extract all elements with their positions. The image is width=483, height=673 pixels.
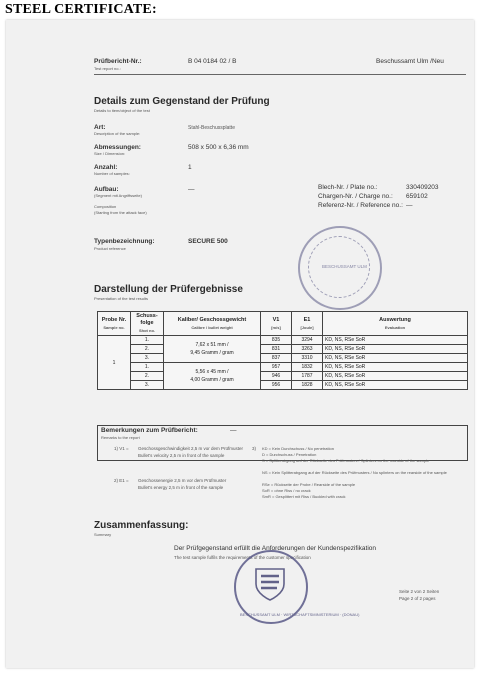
charge-number-value: 659102 [406, 193, 428, 200]
round-stamp [298, 226, 382, 310]
shot-cell: 1. [131, 363, 164, 372]
field-size-sub: Size / Dimension: [94, 151, 126, 156]
page-number-de: Seite 2 von 2 Seiten [399, 589, 440, 594]
col-evaluation-label: Auswertung [379, 316, 411, 323]
results-title: Darstellung der Prüfergebnisse [94, 284, 243, 295]
report-number-value: B 04 0184 02 / B [188, 58, 237, 65]
col-energy [292, 312, 323, 336]
field-art-label: Art: [94, 124, 106, 131]
caliber-text: 5,56 x 45 mm / [195, 369, 229, 375]
energy-cell: 3263 [292, 345, 323, 354]
details-subtitle: Details to item/object of the test [94, 108, 150, 113]
velocity-cell: 956 [261, 381, 292, 390]
evaluation-cell: KD, NS, RSe SoR [323, 381, 468, 390]
evaluation-cell: KD, NS, RSe SoR [323, 363, 468, 372]
field-build-extra: Composition [94, 204, 117, 209]
footnote-energy-symbol: 2) E1 = [114, 478, 129, 483]
evaluation-cell: KD, NS, RSe SoR [323, 336, 468, 345]
table-row [98, 345, 468, 354]
round-stamp-text: BESCHUSSAMT ULM [322, 264, 367, 269]
footnote-evaluation-line-4: NS = Kein Splitterabgang auf der Rückseite des Prüfmusters / No splinters on the rearside of the sample [262, 470, 447, 475]
table-row [98, 354, 468, 363]
col-shot-sub: Shot no. [139, 328, 155, 333]
footnote-evaluation-line-6: SoR = ohne Riss / no crack [262, 488, 311, 493]
summary-subtitle: Summary [94, 532, 112, 537]
field-count-sub: Number of samples: [94, 171, 130, 176]
remarks-label: Bemerkungen zum Prüfbericht: [101, 427, 198, 434]
summary-text-de: Der Prüfgegenstand erfüllt die Anforderungen der Kundenspezifikation [174, 545, 376, 552]
page-heading: STEEL CERTIFICATE: [5, 2, 157, 17]
table-row [98, 372, 468, 381]
shot-cell: 2. [131, 372, 164, 381]
evaluation-cell: KD, NS, RSe SoR [323, 345, 468, 354]
type-sub: Product reference [94, 246, 126, 251]
shot-cell: 3. [131, 354, 164, 363]
energy-cell: 3310 [292, 354, 323, 363]
official-seal-text: BESCHUSSAMT ULM · WIRTSCHAFTSMINISTERIUM · (DONAU) [240, 612, 360, 617]
testing-office: Beschussamt Ulm /Neu [376, 58, 444, 65]
col-shot [131, 312, 164, 336]
energy-cell: 3294 [292, 336, 323, 345]
footnote-evaluation-line-5: RSe = Rückseite der Probe / Rearside of the sample [262, 482, 356, 487]
type-value: SECURE 500 [188, 238, 228, 245]
energy-cell: 1828 [292, 381, 323, 390]
evaluation-cell: KD, NS, RSe SoR [323, 372, 468, 381]
col-caliber-sub: Calibre / bullet weight [191, 324, 233, 330]
shot-cell: 1. [131, 336, 164, 345]
caliber-cell [164, 336, 261, 363]
velocity-cell: 835 [261, 336, 292, 345]
sample-number-cell: 1 [98, 336, 131, 390]
energy-cell: 1787 [292, 372, 323, 381]
header-rule [94, 74, 466, 75]
field-count-value: 1 [188, 164, 192, 171]
evaluation-cell: KD, NS, RSe SoR [323, 354, 468, 363]
weight-text: 4,00 Gramm / gram [190, 377, 234, 383]
velocity-cell: 946 [261, 372, 292, 381]
table-row [98, 381, 468, 390]
table-row [98, 336, 468, 345]
col-evaluation-sub: Evaluation [384, 324, 406, 330]
details-title: Details zum Gegenstand der Prüfung [94, 96, 270, 107]
reference-number-label: Referenz-Nr. / Reference no.: [318, 202, 403, 209]
weight-text: 9,45 Gramm / gram [190, 350, 234, 356]
type-label: Typenbezeichnung: [94, 238, 155, 245]
plate-number-label: Blech-Nr. / Plate no.: [318, 184, 378, 191]
col-evaluation [323, 312, 468, 336]
caliber-text: 7,62 x 51 mm / [195, 342, 229, 348]
caliber-cell [164, 363, 261, 390]
results-header-row [98, 312, 468, 336]
report-number-label: Prüfbericht-Nr.: [94, 58, 142, 65]
field-art-sub: Description of the sample: [94, 131, 141, 136]
field-count-label: Anzahl: [94, 164, 118, 171]
footnote-energy-de: Geschossenergie 2,5 m vor dem Prüfmuster [138, 478, 227, 483]
field-size-label: Abmessungen: [94, 144, 141, 151]
col-caliber-label: Kaliber/ Geschossgewicht [177, 316, 247, 323]
shot-cell: 2. [131, 345, 164, 354]
remarks-sub: Remarks to the report [101, 435, 140, 440]
table-row [98, 363, 468, 372]
col-sample-label: Probe Nr. [101, 316, 127, 323]
footnote-energy-en: Bullet's energy 2,5 m in front of the sample [138, 485, 224, 490]
velocity-cell: 957 [261, 363, 292, 372]
footnote-evaluation-line-1: KD = Kein Durchschuss / No penetration [262, 446, 334, 451]
velocity-cell: 831 [261, 345, 292, 354]
field-build-value: — [188, 186, 195, 193]
footnote-evaluation-line-7: SmR = Gesplittert mit Riss / Buckled with crack [262, 494, 346, 499]
col-caliber [164, 312, 261, 336]
charge-number-label: Chargen-Nr. / Charge no.: [318, 193, 393, 200]
summary-text-en: The test sample fulfils the requirements of the customer specification [174, 555, 311, 560]
field-size-value: 508 x 500 x 6,36 mm [188, 144, 249, 151]
reference-number-value: — [406, 202, 413, 209]
coat-of-arms-icon [253, 566, 287, 602]
field-build-extra2: (Starting from the attack face) [94, 210, 147, 215]
shot-cell: 3. [131, 381, 164, 390]
field-build-label: Aufbau: [94, 186, 119, 193]
footnote-evaluation-line-3: S = Splitterabgang auf der Rückseite des Prüfmusters / Splinters on the rearside of the sample [262, 458, 430, 463]
col-velocity-label: V1 [272, 316, 280, 323]
col-velocity [261, 312, 292, 336]
footnote-velocity-de: Geschossgeschwindigkeit 2,5 m vor dem Prüfmuster [138, 446, 244, 451]
col-energy-label: E1 [303, 316, 311, 323]
col-sample-sub: Sample no. [103, 324, 125, 330]
page-number-en: Page 2 of 2 pages [399, 596, 436, 601]
field-build-sub: (Segment mit Angriffsseite) [94, 193, 142, 198]
remarks-value: — [230, 427, 237, 434]
plate-number-value: 330409203 [406, 184, 439, 191]
col-sample [98, 312, 131, 336]
col-velocity-sub: [m/s] [271, 324, 281, 330]
report-number-sub: Test report no.: [94, 66, 121, 71]
footnote-evaluation-line-2: D = Durchschuss / Penetration [262, 452, 317, 457]
official-seal [234, 550, 360, 624]
col-shot-label: Schuss-folge [136, 313, 158, 326]
field-art-value: Stahl-Beschussplatte [188, 125, 235, 131]
energy-cell: 1832 [292, 363, 323, 372]
footnote-evaluation-marker: 3) [252, 446, 257, 451]
velocity-cell: 837 [261, 354, 292, 363]
certificate-sheet [6, 20, 474, 668]
col-energy-sub: [Joule] [300, 324, 314, 330]
results-subtitle: Presentation of the test results [94, 296, 149, 301]
footnote-velocity-en: Bullet's velocity 2,5 m in front of the sample [138, 453, 225, 458]
summary-title: Zusammenfassung: [94, 520, 189, 531]
footnote-velocity-symbol: 1) V1 = [114, 446, 129, 451]
results-table [97, 311, 468, 390]
